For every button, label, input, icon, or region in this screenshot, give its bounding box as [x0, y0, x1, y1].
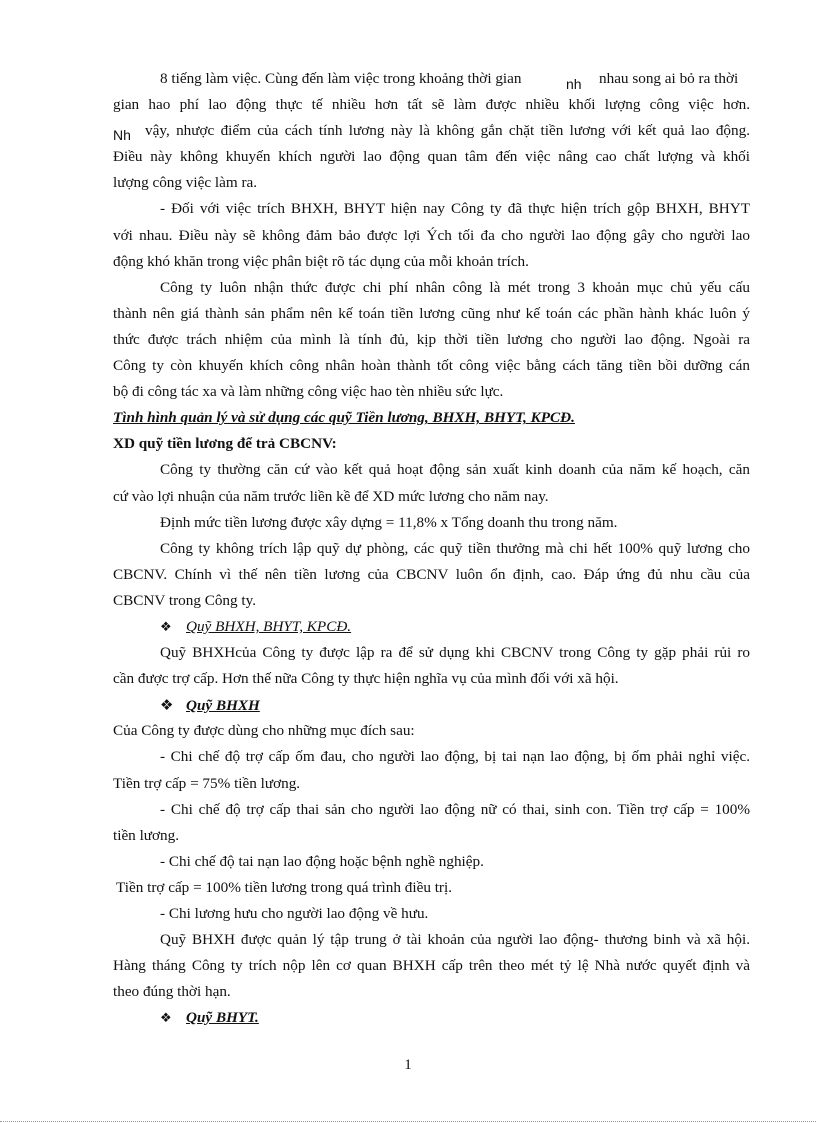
paragraph-line: - Chi lương hưu cho người lao động về hưu.: [160, 905, 429, 922]
paragraph-line: CBCNV. Chính vì thế nên tiền lương của CBCNV luôn ổn định, cao. Đáp ứng đủ nhu cầu của: [113, 565, 750, 583]
section-heading: Tình hình quản lý và sử dụng các quỹ Tiền lương, BHXH, BHYT, KPCĐ.: [113, 409, 575, 427]
paragraph-line: 8 tiếng làm việc. Cùng đến làm việc trong khoảng thời gian nh nhau song ai bỏ ra thời: [160, 70, 739, 92]
paragraph-line: Quỹ BHXH được quản lý tập trung ở tài khoản của người lao động- thương binh và xã hội.: [160, 931, 750, 949]
paragraph-line: Định mức tiền lương được xây dựng = 11,8% x Tổng doanh thu trong năm.: [160, 513, 618, 531]
paragraph-line: gian hao phí lao động thực tế nhiều hơn tất sẽ làm được nhiều khối lượng công việc hơn.: [113, 96, 750, 114]
paragraph-line: Công ty luôn nhận thức được chi phí nhân công là mét trong 3 khoản mục chủ yếu cấu: [160, 278, 750, 296]
document-page: [113, 66, 750, 1031]
page-border: [0, 1121, 816, 1122]
bullet-heading: ❖ Quỹ BHXH: [113, 692, 750, 718]
paragraph-line: CBCNV trong Công ty.: [113, 591, 257, 609]
paragraph-line: - Chi chế độ trợ cấp thai sản cho người lao động nữ có thai, sinh con. Tiền trợ cấp = 100%: [160, 800, 750, 818]
subsection-heading: XD quỹ tiền lương để trả CBCNV:: [113, 435, 337, 453]
diamond-bullet-icon: ❖: [160, 1011, 172, 1027]
paragraph-line: tiền lương.: [113, 826, 180, 844]
paragraph-line: Công ty không trích lập quỹ dự phòng, các quỹ tiền thưởng mà chi hết 100% quỹ lương cho: [160, 539, 750, 557]
paragraph-line: Tiền trợ cấp = 75% tiền lương.: [113, 774, 301, 792]
paragraph-line: thức được trách nhiệm của mình là tính đủ, kịp thời tiền lương cho người lao động. Ngoài ra: [113, 330, 750, 348]
paragraph-line: cần được trợ cấp. Hơn thế nữa Công ty thực hiện nghĩa vụ của mình đối với xã hội.: [113, 670, 619, 688]
diamond-bullet-icon: ❖: [160, 619, 172, 635]
page-number: 1: [404, 1057, 412, 1073]
paragraph-line: - Chi chế độ tai nạn lao động hoặc bệnh nghề nghiệp.: [160, 852, 484, 870]
diamond-bullet-icon: ❖: [160, 696, 174, 715]
paragraph-line: Công ty còn khuyến khích công nhân hoàn thành tốt công việc bằng cách tăng tiền bồi dưỡng cán: [113, 357, 750, 375]
paragraph-line: với nhau. Điều này sẽ không đảm bảo được lợi Ých tối đa cho người lao động gây cho người lao: [113, 226, 750, 244]
paragraph-line: Hàng tháng Công ty trích nộp lên cơ quan BHXH cấp trên theo mét tỷ lệ Nhà nước quyết định và: [113, 957, 750, 975]
paragraph-line: - Đối với việc trích BHXH, BHYT hiện nay Công ty đã thực hiện trích gộp BHXH, BHYT: [160, 200, 750, 218]
paragraph-line: thành nên giá thành sản phẩm nên kế toán tiền lương cũng như kế toán các phần hành khác luôn ý: [113, 304, 750, 322]
paragraph-line: Nh vậy, nhược điểm của cách tính lương này là không gắn chặt tiền lương với kết quả lao động.: [113, 122, 750, 144]
paragraph-line: Tiền trợ cấp = 100% tiền lương trong quá trình điều trị.: [116, 878, 453, 896]
paragraph-line: theo đúng thời hạn.: [113, 983, 231, 1001]
paragraph-line: - Chi chế độ trợ cấp ốm đau, cho người lao động, bị tai nạn lao động, bị ốm phải nghỉ việc.: [160, 748, 750, 766]
paragraph-line: Của Công ty được dùng cho những mục đích sau:: [113, 722, 415, 740]
paragraph-line: lượng công việc làm ra.: [113, 174, 258, 192]
paragraph-line: Công ty thường căn cứ vào kết quả hoạt động sản xuất kinh doanh của năm kế hoạch, căn: [160, 461, 750, 479]
paragraph-line: cứ vào lợi nhuận của năm trước liền kề để XD mức lương cho năm nay.: [113, 487, 549, 505]
paragraph-line: Điều này không khuyến khích người lao động quan tâm đến việc nâng cao chất lượng và khối: [113, 148, 750, 166]
paragraph-line: động khó khăn trong việc phân biệt rõ tác dụng của mỗi khoản trích.: [113, 252, 529, 270]
bullet-heading: ❖ Quỹ BHXH, BHYT, KPCĐ.: [113, 614, 750, 640]
paragraph-line: bộ đi công tác xa và làm những công việc hao tèn nhiều sức lực.: [113, 383, 504, 401]
paragraph-line: Quỹ BHXHcủa Công ty được lập ra để sử dụng khi CBCNV trong Công ty gặp phải rủi ro: [160, 644, 750, 662]
bullet-heading: ❖ Quỹ BHYT.: [113, 1005, 750, 1031]
